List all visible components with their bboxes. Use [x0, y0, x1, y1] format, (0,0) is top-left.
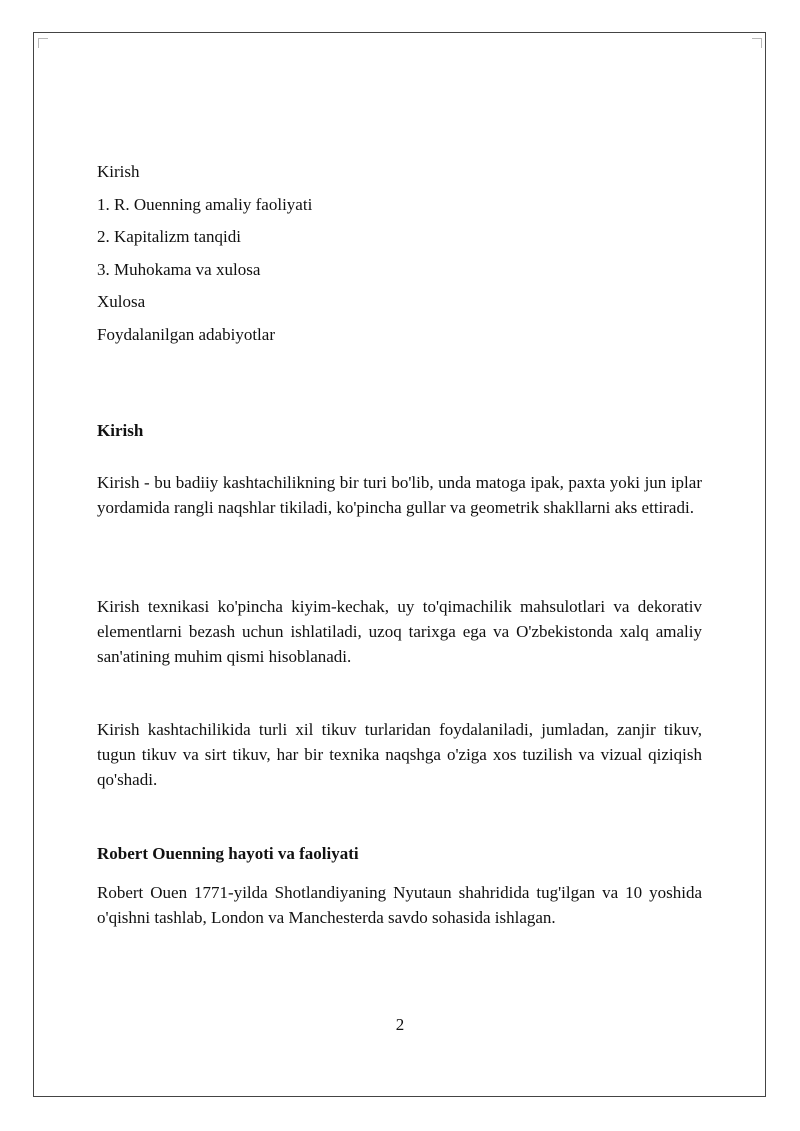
toc-item: Kirish: [97, 162, 140, 181]
intro-paragraph: Kirish - bu badiiy kashtachilikning bir turi bo'lib, unda matoga ipak, paxta yoki jun iplar yordamida rangli naqshlar tikiladi, ko'pincha gullar va geometrik shakllarni aks ettiradi.: [97, 473, 702, 517]
toc-item: 2. Kapitalizm tanqidi: [97, 227, 241, 246]
crop-mark-top-right: [752, 38, 762, 48]
page-number: 2: [395, 1015, 405, 1034]
toc-item: Foydalanilgan adabiyotlar: [97, 324, 275, 344]
table-of-contents: [97, 159, 702, 354]
intro-paragraph: Kirish kashtachilikida turli xil tikuv turlaridan foydalaniladi, jumladan, zanjir tikuv, tugun tikuv va sirt tikuv, har bir texnika naqshga o'ziga xos tuzilish va vizual qiziqish qo'shadi.: [97, 720, 702, 789]
owen-paragraph: Robert Ouen 1771-yilda Shotlandiyaning Nyutaun shahridida tug'ilgan va 10 yoshida o'qishni tashlab, London va Manchesterda savdo sohasida ishlagan.: [97, 883, 702, 927]
crop-mark-top-left: [38, 38, 48, 48]
section-heading-owen: Robert Ouenning hayoti va faoliyati: [97, 844, 359, 863]
section-heading-intro: Kirish: [97, 421, 144, 440]
toc-item: 1. R. Ouenning amaliy faoliyati: [97, 194, 313, 214]
intro-paragraph: Kirish texnikasi ko'pincha kiyim-kechak, uy to'qimachilik mahsulotlari va dekorativ elementlarni bezash uchun ishlatiladi, uzoq tarixga ega va O'zbekistonda xalq amaliy san'atining muhim qismi hisoblanadi.: [97, 597, 702, 666]
toc-item: 3. Muhokama va xulosa: [97, 259, 261, 279]
toc-item: Xulosa: [97, 292, 146, 311]
